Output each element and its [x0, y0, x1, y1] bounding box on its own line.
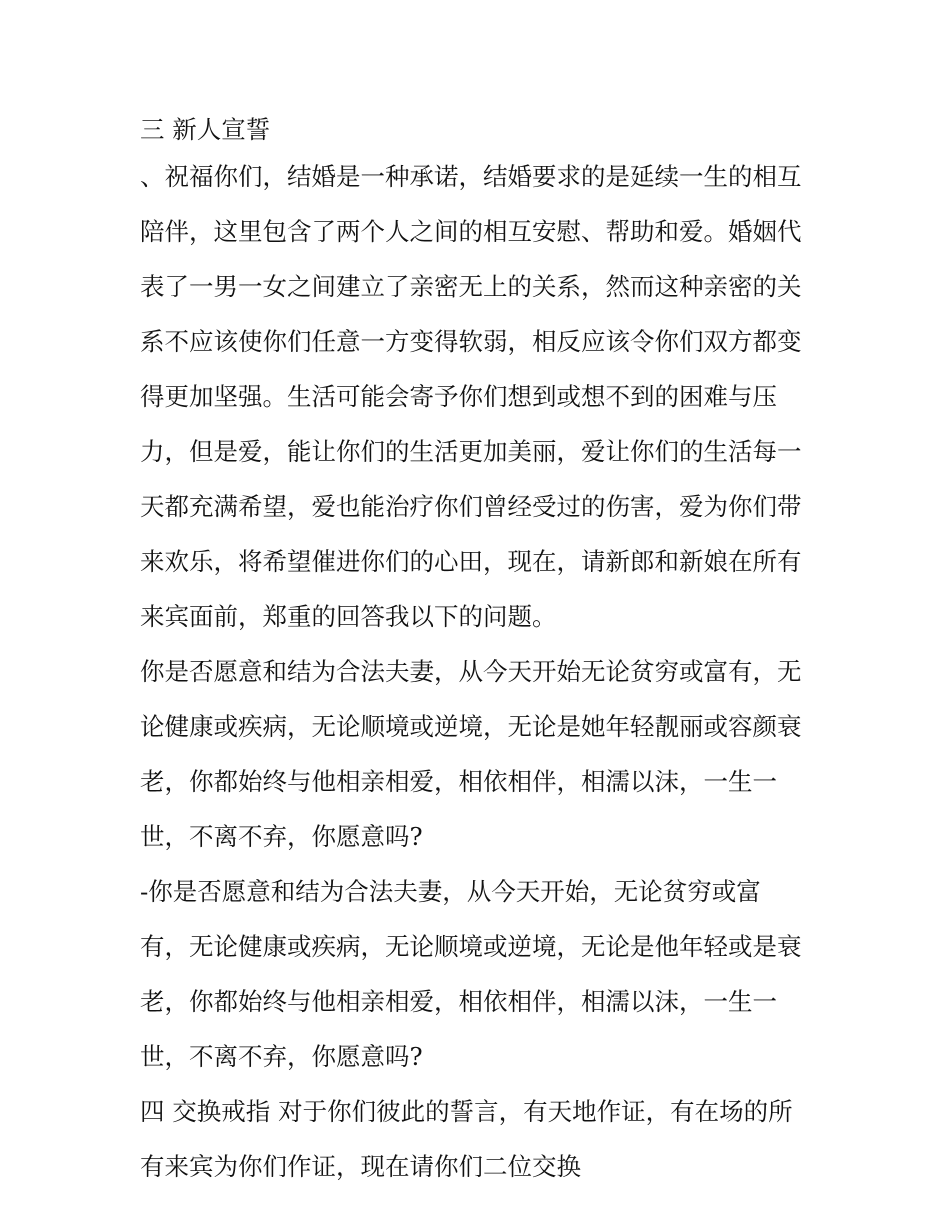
text-line: 系不应该使你们任意一方变得软弱，相反应该令你们双方都变 [140, 327, 802, 356]
section-heading-ring-exchange: 四 交换戒指 对于你们彼此的誓言，有天地作证，有在场的所 [140, 1097, 793, 1126]
text-line: 来欢乐，将希望催进你们的心田，现在，请新郎和新娘在所有 [140, 547, 802, 576]
text-line: 来宾面前，郑重的回答我以下的问题。 [140, 602, 557, 631]
text-line: 有，无论健康或疾病，无论顺境或逆境，无论是他年轻或是衰 [140, 932, 802, 961]
text-line: 世，不离不弃，你愿意吗? [140, 822, 423, 851]
text-line: 陪伴，这里包含了两个人之间的相互安慰、帮助和爱。婚姻代 [140, 217, 802, 246]
text-line: 世，不离不弃，你愿意吗? [140, 1042, 423, 1071]
text-line: 老，你都始终与他相亲相爱，相依相伴，相濡以沫，一生一 [140, 987, 777, 1016]
text-line: 有来宾为你们作证，现在请你们二位交换 [140, 1152, 581, 1181]
text-line: 、祝福你们，结婚是一种承诺，结婚要求的是延续一生的相互 [140, 162, 802, 191]
text-line: 天都充满希望，爱也能治疗你们曾经受过的伤害，爱为你们带 [140, 492, 802, 521]
text-line: 你是否愿意和结为合法夫妻，从今天开始无论贫穷或富有，无 [140, 657, 802, 686]
text-line: 力，但是爱，能让你们的生活更加美丽，爱让你们的生活每一 [140, 437, 802, 466]
section-heading-vows: 三 新人宣誓 [140, 115, 271, 144]
text-line: 论健康或疾病，无论顺境或逆境，无论是她年轻靓丽或容颜衰 [140, 712, 802, 741]
text-line: 老，你都始终与他相亲相爱，相依相伴，相濡以沫，一生一 [140, 767, 777, 796]
text-line: 表了一男一女之间建立了亲密无上的关系，然而这种亲密的关 [140, 272, 802, 301]
text-line: 得更加坚强。生活可能会寄予你们想到或想不到的困难与压 [140, 382, 777, 411]
text-line: -你是否愿意和结为合法夫妻，从今天开始，无论贫穷或富 [140, 877, 761, 906]
document-body [140, 111, 820, 1203]
